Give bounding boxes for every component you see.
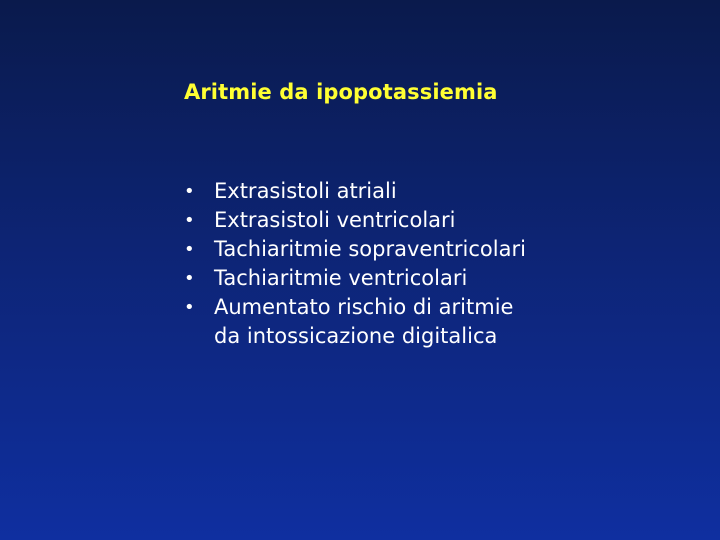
bullet-item xyxy=(184,235,526,264)
bullet-text xyxy=(214,293,513,351)
bullet-line: Tachiaritmie ventricolari xyxy=(214,266,468,290)
bullet-text xyxy=(214,235,526,264)
bullet-item xyxy=(184,264,526,293)
bullet-dot-icon: • xyxy=(184,210,195,231)
bullet-item xyxy=(184,206,526,235)
bullet-dot-icon: • xyxy=(184,181,195,202)
bullet-text xyxy=(214,206,456,235)
bullet-text xyxy=(214,264,467,293)
bullet-item xyxy=(184,293,526,351)
slide-title: Aritmie da ipopotassiemia xyxy=(184,80,498,104)
bullet-line: Tachiaritmie sopraventricolari xyxy=(214,237,526,261)
bullet-line: Aumentato rischio di aritmie xyxy=(214,295,514,319)
bullet-line: Extrasistoli atriali xyxy=(214,179,397,203)
bullet-item xyxy=(184,177,526,206)
bullet-dot-icon: • xyxy=(184,297,195,318)
bullet-dot-icon: • xyxy=(184,239,195,260)
bullet-line: da intossicazione digitalica xyxy=(214,324,498,348)
bullet-dot-icon: • xyxy=(184,268,195,289)
bullet-line: Extrasistoli ventricolari xyxy=(214,208,456,232)
bullet-text xyxy=(214,177,397,206)
bullet-list xyxy=(184,177,526,351)
